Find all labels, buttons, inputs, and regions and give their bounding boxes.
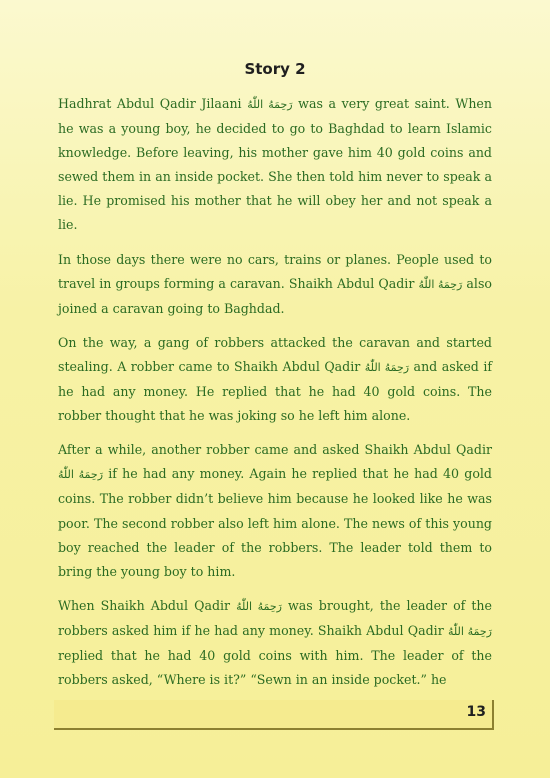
paragraph-text: On the way, a gang of robbers attacked the caravan and started stealing. A robber came to Shaikh Abdul Qadir [58, 334, 492, 374]
story-title: Story 2 [244, 60, 306, 78]
paragraph [58, 248, 492, 321]
salutation-text: رَحِمَهُ اللّٰهُ [447, 624, 492, 638]
salutation-text: رَحِمَهُ اللّٰهُ [236, 599, 282, 613]
paragraph [58, 331, 492, 428]
paragraph-text: was brought, the leader of the robbers asked him if he had any money. Shaikh Abdul Qadir [58, 597, 492, 638]
page-number: 13 [466, 704, 486, 720]
story-body [58, 92, 492, 702]
paragraph [58, 438, 492, 584]
paragraph [58, 594, 492, 692]
paragraph-text: In those days there were no cars, trains or planes. People used to travel in groups forming a caravan. Shaikh Abdul Qadir [58, 251, 492, 291]
paragraph-text: was a very great saint. When he was a young boy, he decided to go to Baghdad to learn Islamic knowledge. Before leaving, his mother gave him 40 gold coins and sewed them in an inside pocket. She then told him never to speak a lie. He promised his mother that he will obey her and not speak a lie. [58, 96, 493, 233]
paragraph [58, 92, 492, 238]
paragraph-text: Hadhrat Abdul Qadir Jilaani [58, 96, 248, 111]
footer-bar [54, 700, 494, 730]
salutation-text: رَحِمَهُ اللّٰهُ [247, 98, 293, 111]
salutation-text: رَحِمَهُ اللّٰهُ [364, 360, 410, 374]
paragraph-text: After a while, another robber came and asked Shaikh Abdul Qadir [58, 442, 492, 458]
paragraph-text: and asked if he had any money. He replied that he had 40 gold coins. The robber thought that he was joking so he left him alone. [58, 358, 493, 424]
paragraph-text: replied that he had 40 gold coins with him. The leader of the robbers asked, “Where is it?” “Sewn in an inside pocket.” he [58, 647, 492, 688]
paragraph-text: also joined a caravan going to Baghdad. [58, 275, 493, 316]
paragraph-text: When Shaikh Abdul Qadir [58, 597, 237, 613]
paragraph-text: if he had any money. Again he replied that he had 40 gold coins. The robber didn’t believe him because he looked like he was poor. The second robber also left him alone. The news of this young boy reached the leader of the robbers. The leader told them to bring the young boy to him. [58, 466, 492, 579]
salutation-text: رَحِمَهُ اللّٰهُ [418, 277, 463, 291]
salutation-text: رَحِمَهُ اللّٰهُ [58, 468, 104, 482]
